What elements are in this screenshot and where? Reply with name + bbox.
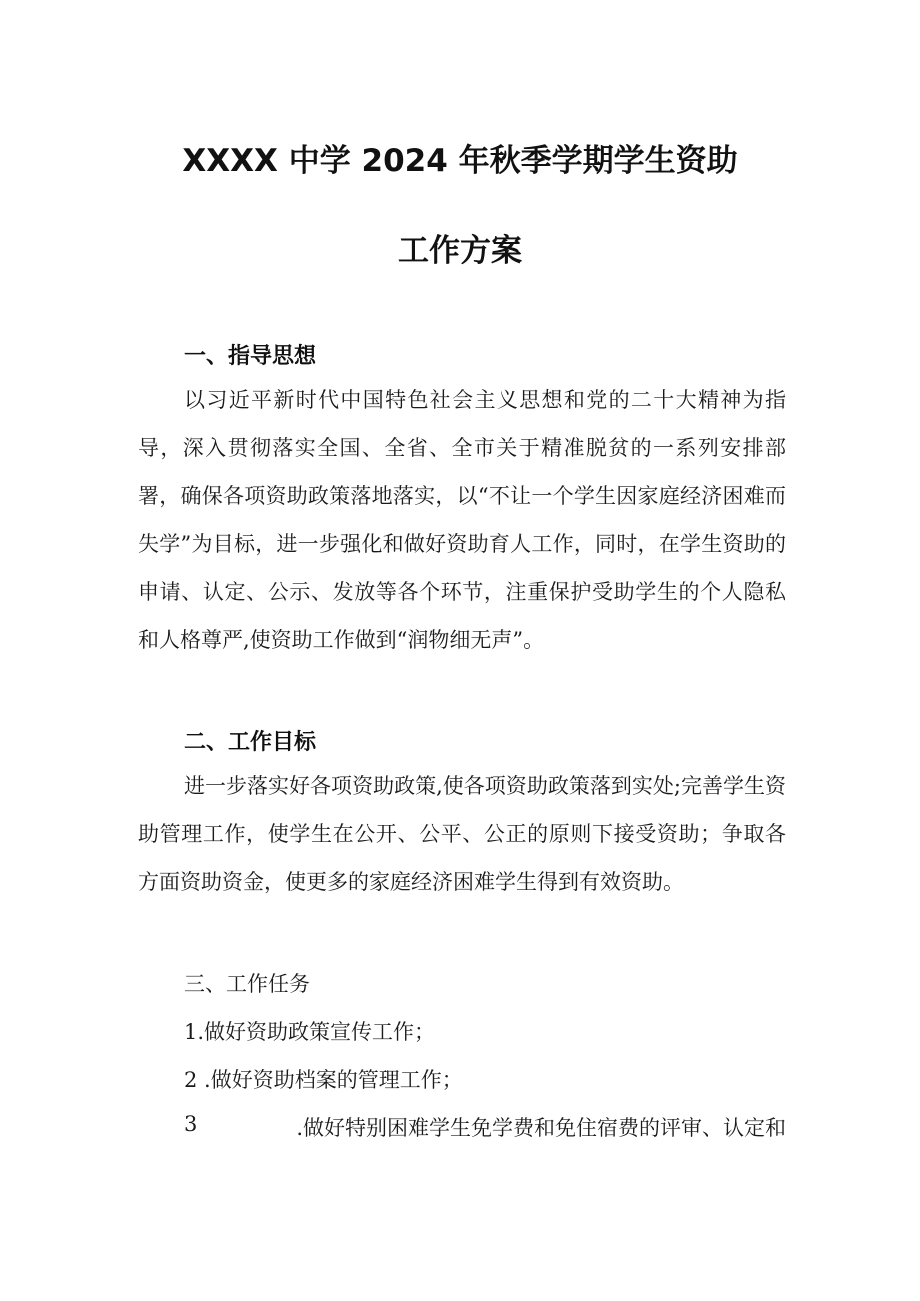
section-body-guiding-ideology: 以习近平新时代中国特色社会主义思想和党的二十大精神为指导，深入贯彻落实全国、全省、全市关于精准脱贫的一系列安排部署，确保各项资助政策落地落实，以“不让一个学生因家庭经济困难而失学”为目标，进一步强化和做好资助育人工作，同时，在学生资助的申请、认定、公示、发放等各个环节，注重保护受助学生的个人隐私和人格尊严,使资助工作做到“润物细无声”。	[138, 388, 786, 652]
document-title-line-2: 工作方案	[398, 233, 522, 269]
task-item-1: 1.做好资助政策宣传工作；	[184, 1020, 436, 1044]
task-item-3-text: .做好特别困难学生免学费和免住宿费的评审、认定和	[296, 1116, 786, 1140]
section-body-work-goals: 进一步落实好各项资助政策,使各项资助政策落到实处;完善学生资助管理工作，使学生在公开、公平、公正的原则下接受资助；争取各方面资助资金，使更多的家庭经济困难学生得到有效资助。	[138, 774, 786, 894]
section-heading-work-goals: 二、工作目标	[184, 730, 317, 755]
section-heading-work-tasks: 三、工作任务	[184, 972, 310, 996]
section-heading-guiding-ideology: 一、指导思想	[184, 344, 317, 369]
task-item-3-number: 3	[184, 1112, 198, 1136]
task-item-2: 2 .做好资助档案的管理工作；	[184, 1068, 463, 1092]
task-item-3	[184, 1112, 786, 1142]
document-title-line-1: XXXX 中学 2024 年秋季学期学生资助	[182, 143, 738, 179]
